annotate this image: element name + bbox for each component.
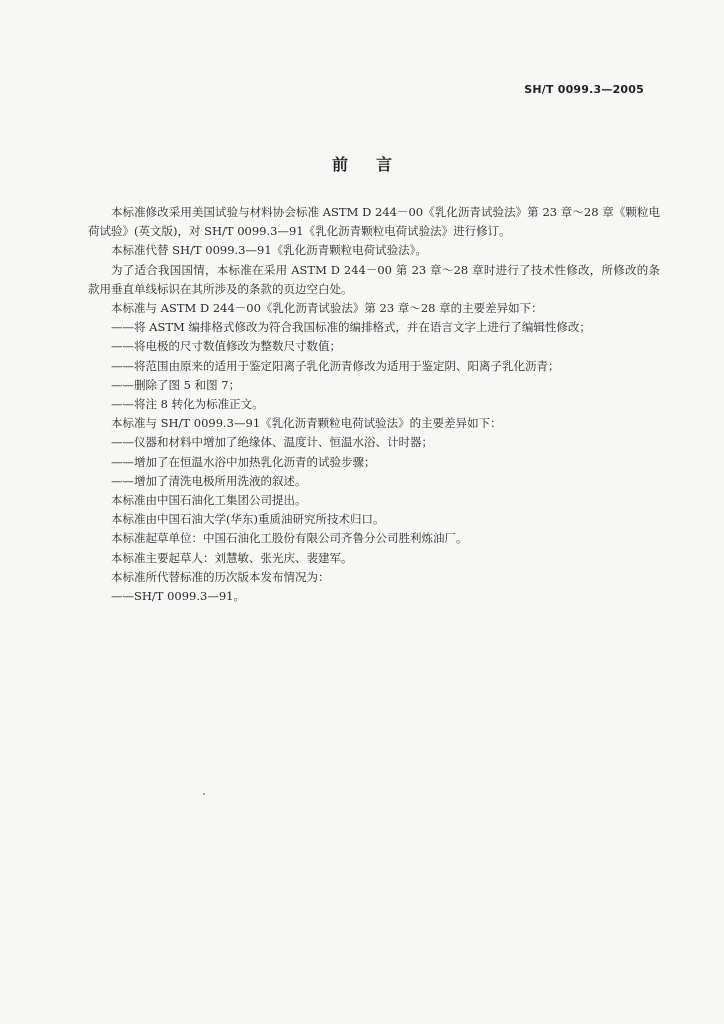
list-item: ——删除了图 5 和图 7；: [111, 377, 241, 392]
list-item: ——增加了清洗电极所用洗液的叙述。: [111, 473, 307, 488]
foreword-body: [88, 203, 660, 606]
list-item: ——将电极的尺寸数值修改为整数尺寸数值；: [111, 339, 341, 354]
paragraph-adoption: 本标准修改采用美国试验与材料协会标准 ASTM D 244－00《乳化沥青试验法》第 23 章～28 章《颗粒电荷试验》(英文版)，对 SH/T 0099.3—91《乳化沥青颗粒电荷试验法》进行修订。: [88, 205, 660, 239]
paragraph-proposer: 本标准由中国石油化工集团公司提出。: [111, 493, 307, 508]
list-item: ——将注 8 转化为标准正文。: [111, 397, 264, 412]
paragraph-technical-changes: 为了适合我国国情，本标准在采用 ASTM D 244－00 第 23 章～28 章时进行了技术性修改，所修改的条款用垂直单线标识在其所涉及的条款的页边空白处。: [88, 262, 660, 296]
paragraph-astm-differences-intro: 本标准与 ASTM D 244－00《乳化沥青试验法》第 23 章～28 章的主要差异如下：: [111, 301, 543, 316]
paragraph-centralized-by: 本标准由中国石油大学(华东)重质油研究所技术归口。: [111, 512, 385, 527]
paragraph-drafters: 本标准主要起草人：刘慧敏、张光庆、裴建军。: [111, 550, 353, 565]
paragraph-old-standard-differences-intro: 本标准与 SH/T 0099.3—91《乳化沥青颗粒电荷试验法》的主要差异如下：: [111, 416, 502, 431]
list-item: ——增加了在恒温水浴中加热乳化沥青的试验步骤；: [111, 454, 376, 469]
list-item: ——将范围由原来的适用于鉴定阳离子乳化沥青修改为适用于鉴定阴、阳离子乳化沥青；: [111, 358, 560, 373]
page-title: 前言: [331, 155, 420, 174]
paragraph-history-intro: 本标准所代替标准的历次版本发布情况为：: [111, 569, 330, 584]
scan-speck: [203, 793, 205, 795]
standard-code: SH/T 0099.3—2005: [524, 83, 644, 96]
paragraph-replaces: 本标准代替 SH/T 0099.3—91《乳化沥青颗粒电荷试验法》。: [111, 243, 427, 258]
list-item: ——仪器和材料中增加了绝缘体、温度计、恒温水浴、计时器；: [111, 435, 433, 450]
list-item: ——SH/T 0099.3—91。: [111, 589, 245, 604]
paragraph-drafting-unit: 本标准起草单位：中国石油化工股份有限公司齐鲁分公司胜利炼油厂。: [111, 531, 468, 546]
list-item: ——将 ASTM 编排格式修改为符合我国标准的编排格式，并在语言文字上进行了编辑性修改；: [111, 320, 591, 335]
